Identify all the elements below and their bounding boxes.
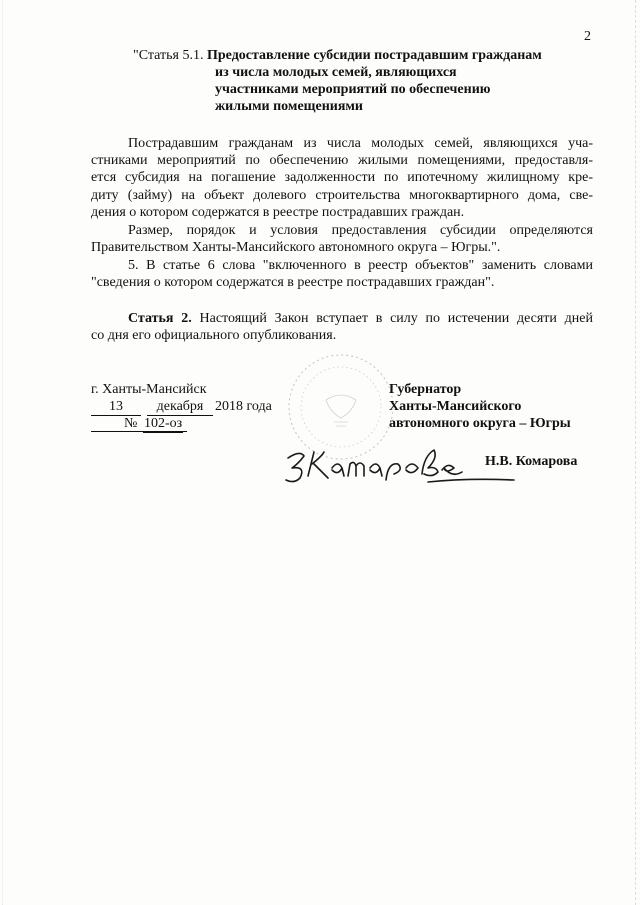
paragraph-line: стниками мероприятий по обеспечению жилыми помещениями, предоставля-	[91, 153, 593, 169]
page-number: 2	[584, 29, 591, 44]
governor-title	[389, 381, 571, 432]
paragraph-line: Размер, порядок и условия предоставления субсидии определяются	[128, 223, 593, 238]
date-month: декабря	[147, 398, 213, 416]
governor-title-line: автономного округа – Югры	[389, 416, 571, 431]
article-2	[91, 310, 593, 344]
scan-edge-left	[2, 0, 3, 905]
paragraph-line: дения о котором содержатся в реестре пострадавших граждан.	[91, 204, 465, 220]
handwritten-signature	[278, 438, 518, 488]
place-and-date-block	[91, 381, 272, 432]
article-2-line: со дня его официального опубликования.	[91, 328, 337, 344]
date-day: 13	[91, 398, 141, 416]
law-number-sign: №	[124, 416, 138, 431]
paragraph-line: "сведения о котором содержатся в реестре пострадавших граждан".	[91, 275, 495, 291]
law-number: 102-оз	[144, 416, 183, 431]
article-5-1-title	[207, 47, 607, 115]
article-2-text: Настоящий Закон вступает в силу по истечении десяти дней	[191, 311, 594, 326]
article-5-1-prefix: "Статья 5.1.	[133, 48, 204, 63]
article-2-label: Статья 2.	[128, 311, 192, 326]
date-year: 2018 года	[215, 399, 272, 414]
paragraph-line: ется субсидия на погашение задолженности по ипотечному жилищному кре-	[91, 170, 593, 186]
scan-edge-right	[635, 0, 636, 905]
article-2-line	[91, 310, 593, 327]
governor-name: Н.В. Комарова	[485, 454, 578, 469]
paragraph-line: Правительством Ханты-Мансийского автономного округа – Югры.".	[91, 240, 501, 256]
law-number-row	[91, 415, 207, 432]
governor-title-line: Губернатор	[389, 382, 462, 397]
article-5-1-title-line: Предоставление субсидии пострадавшим гражданам	[207, 48, 542, 63]
governor-title-line: Ханты-Мансийского	[389, 399, 522, 414]
paragraph-procedure	[91, 222, 593, 256]
article-5-1-title-line: из числа молодых семей, являющихся	[215, 65, 457, 80]
city: г. Ханты-Мансийск	[91, 382, 207, 397]
paragraph-subsidy	[91, 135, 593, 221]
paragraph-line: диту (займу) на объект долевого строительства многоквартирного дома, све-	[91, 187, 593, 203]
date-row	[91, 398, 272, 415]
paragraph-line: Пострадавшим гражданам из числа молодых семей, являющихся уча-	[128, 136, 593, 151]
paragraph-item-5	[91, 257, 593, 291]
paragraph-line: 5. В статье 6 слова "включенного в реестр объектов" заменить словами	[128, 258, 593, 273]
article-5-1-title-line: жилыми помещениями	[215, 99, 363, 114]
article-5-1-title-line: участниками мероприятий по обеспечению	[215, 82, 491, 97]
